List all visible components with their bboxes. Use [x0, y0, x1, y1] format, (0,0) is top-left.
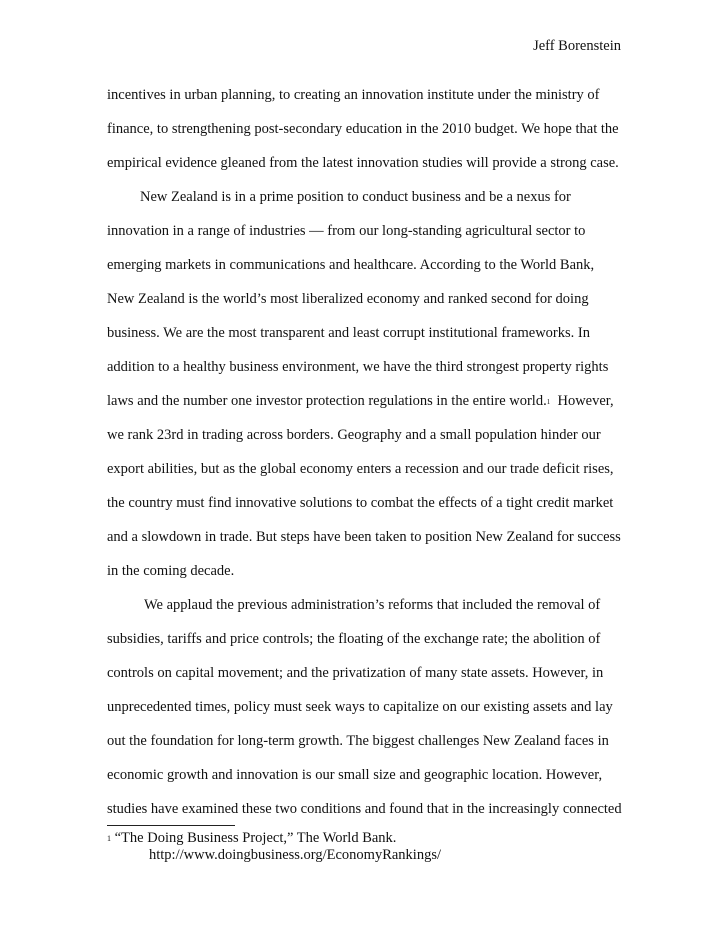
paragraph-3-line-3: controls on capital movement; and the privatization of many state assets. However, in — [107, 665, 604, 681]
footnote-text: “The Doing Business Project,” The World Bank. — [111, 830, 397, 846]
paragraph-2-line-7 — [107, 392, 627, 426]
paragraph-2-line-11: and a slowdown in trade. But steps have been taken to position New Zealand for success — [107, 529, 621, 545]
paragraph-3-line-5: out the foundation for long-term growth. The biggest challenges New Zealand faces in — [107, 733, 609, 749]
paragraph-3-line-2: subsidies, tariffs and price controls; the floating of the exchange rate; the abolition of — [107, 631, 601, 647]
paragraph-2-line-7-text: laws and the number one investor protection regulations in the entire world. — [107, 393, 547, 409]
paragraph-2-line-4: New Zealand is the world’s most liberalized economy and ranked second for doing — [107, 291, 589, 307]
paragraph-2-line-2: innovation in a range of industries — from our long-standing agricultural sector to — [107, 223, 586, 239]
footnote-marker: 1 — [107, 834, 111, 843]
paragraph-2-line-7-tail: However, — [550, 393, 614, 409]
paragraph-1-line-1: incentives in urban planning, to creating an innovation institute under the ministry of — [107, 87, 600, 103]
footnote-reference: 1 — [546, 398, 551, 406]
footnote-url: http://www.doingbusiness.org/EconomyRankings/ — [149, 847, 442, 863]
footnote — [107, 830, 441, 864]
paragraph-3-line-7: studies have examined these two conditions and found that in the increasingly connected — [107, 801, 622, 817]
paragraph-3-line-6: economic growth and innovation is our small size and geographic location. However, — [107, 767, 603, 783]
paragraph-2-line-3: emerging markets in communications and healthcare. According to the World Bank, — [107, 257, 595, 273]
running-header: Jeff Borenstein — [533, 38, 621, 54]
paragraph-2-line-6: addition to a healthy business environment, we have the third strongest property rights — [107, 359, 609, 375]
footnote-separator — [107, 825, 235, 826]
body-text — [107, 86, 627, 834]
paragraph-2-line-8: we rank 23rd in trading across borders. Geography and a small population hinder our — [107, 427, 601, 443]
footnote-citation — [107, 830, 441, 847]
paragraph-3-line-1: We applaud the previous administration’s reforms that included the removal of — [144, 597, 601, 613]
paragraph-2-line-10: the country must find innovative solutions to combat the effects of a tight credit market — [107, 495, 614, 511]
paragraph-2-line-9: export abilities, but as the global economy enters a recession and our trade deficit rises, — [107, 461, 614, 477]
paragraph-1-line-3: empirical evidence gleaned from the latest innovation studies will provide a strong case. — [107, 155, 619, 171]
paragraph-2-line-1: New Zealand is in a prime position to conduct business and be a nexus for — [140, 189, 571, 205]
paragraph-3-line-4: unprecedented times, policy must seek ways to capitalize on our existing assets and lay — [107, 699, 613, 715]
paragraph-2-line-5: business. We are the most transparent and least corrupt institutional frameworks. In — [107, 325, 590, 341]
paragraph-2-line-12: in the coming decade. — [107, 563, 235, 579]
paragraph-1-line-2: finance, to strengthening post-secondary education in the 2010 budget. We hope that the — [107, 121, 619, 137]
